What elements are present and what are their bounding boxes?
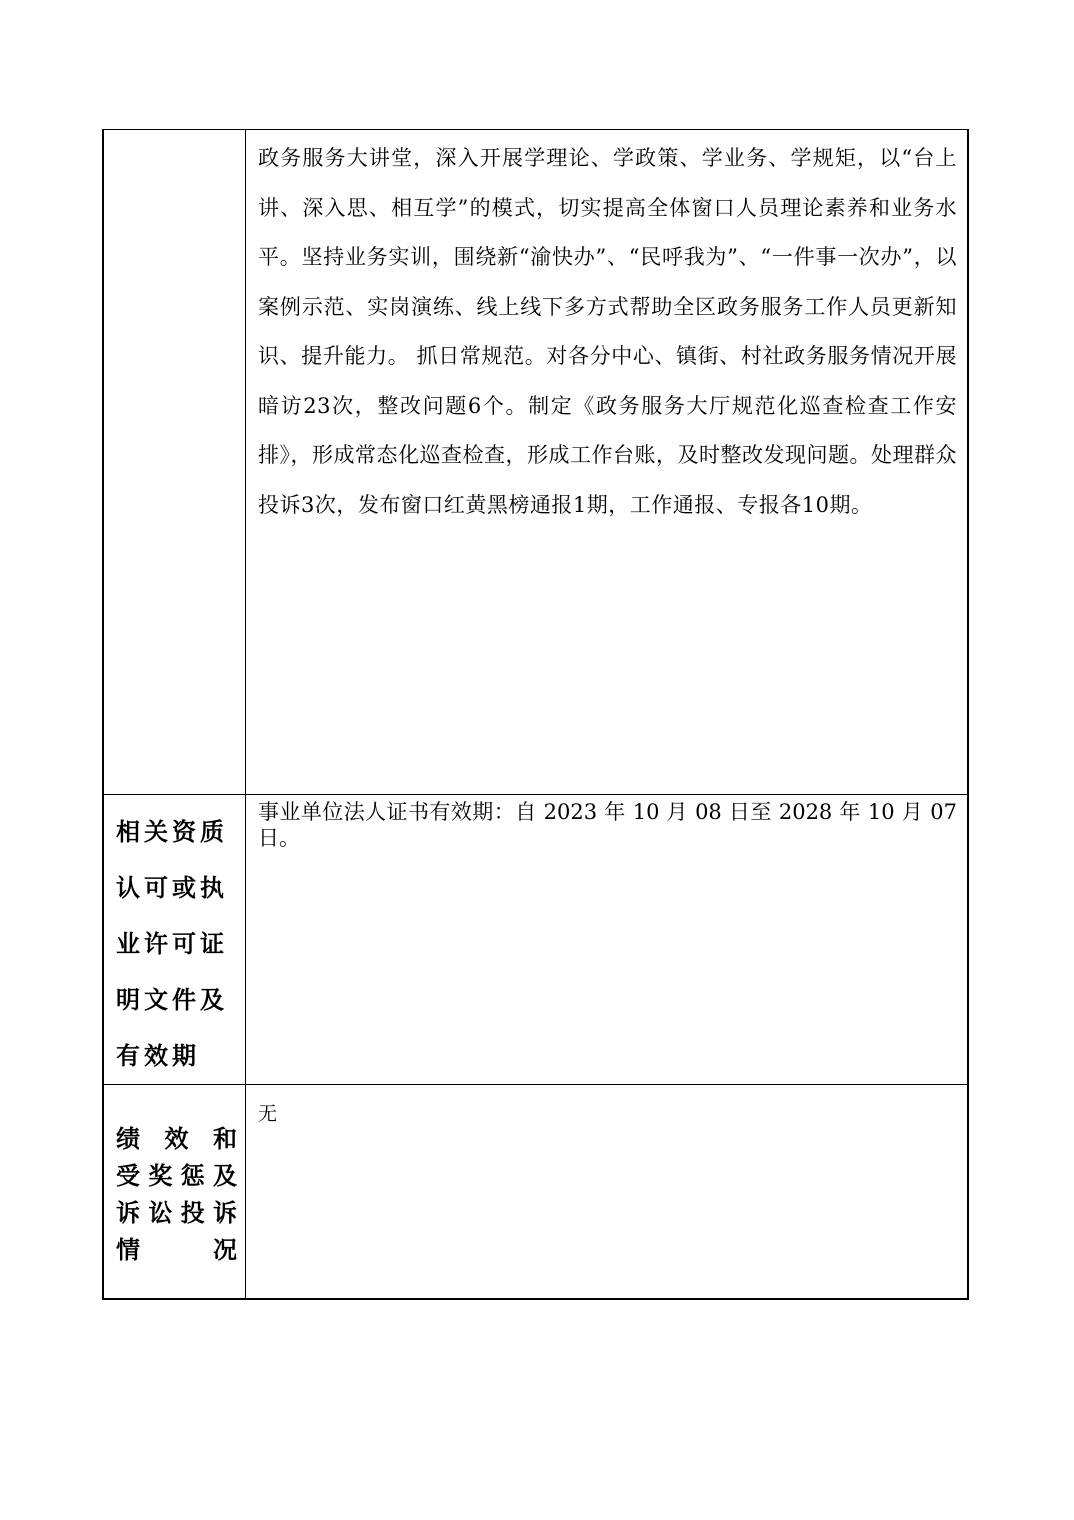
performance-label-char: 及: [212, 1162, 237, 1190]
table-row-work-content: [103, 130, 968, 795]
label-cell-qualification: [103, 795, 246, 1085]
performance-label-line-4: [116, 1232, 237, 1269]
performance-label-char: 惩: [180, 1162, 205, 1190]
performance-label-char: 受: [116, 1162, 140, 1190]
performance-label-char: 情: [116, 1236, 140, 1264]
label-cell-performance: [103, 1085, 246, 1300]
performance-label: [104, 1085, 245, 1269]
performance-label-char: 况: [213, 1236, 237, 1264]
content-cell-work: [246, 130, 969, 795]
work-content-text: 政务服务大讲堂，深入开展学理论、学政策、学业务、学规矩，以“台上讲、深入思、相互学”的模式，切实提高全体窗口人员理论素养和业务水平。坚持业务实训，围绕新“渝快办”、“民呼我为”、“一件事一次办”，以案例示范、实岗演练、线上线下多方式帮助全区政务服务工作人员更新知识、提升能力。 抓日常规范。对各分中心、镇街、村社政务服务情况开展暗访23次，整改问题6个。制定《政务服务大厅规范化巡查检查工作安排》，形成常态化巡查检查，形成工作台账，及时整改发现问题。处理群众投诉3次，发布窗口红黄黑榜通报1期，工作通报、专报各10期。: [258, 146, 957, 517]
label-cell-empty: [103, 130, 246, 795]
performance-label-char: 和: [213, 1125, 237, 1153]
performance-label-char: 奖: [148, 1162, 173, 1190]
qualification-content-text: 事业单位法人证书有效期：自 2023 年 10 月 08 日至 2028 年 10 月 07 日。: [258, 800, 957, 850]
qualification-label: 相关资质认可或执业许可证明文件及有效期: [116, 818, 228, 1070]
info-table: [102, 129, 969, 1300]
performance-label-char: 诉: [116, 1199, 140, 1227]
performance-label-line-3: [116, 1195, 237, 1232]
table-row-performance: [103, 1085, 968, 1300]
performance-label-char: 投: [180, 1199, 205, 1227]
performance-label-line-2: [116, 1158, 237, 1195]
content-cell-performance: [246, 1085, 969, 1300]
table-row-qualification: [103, 795, 968, 1085]
performance-label-char: 诉: [212, 1199, 237, 1227]
performance-label-char: 讼: [148, 1199, 173, 1227]
performance-label-char: 绩: [116, 1125, 140, 1153]
performance-label-line-1: [116, 1121, 237, 1158]
performance-content-text: 无: [258, 1103, 278, 1125]
performance-label-char: 效: [164, 1125, 189, 1153]
content-cell-qualification: [246, 795, 969, 1085]
